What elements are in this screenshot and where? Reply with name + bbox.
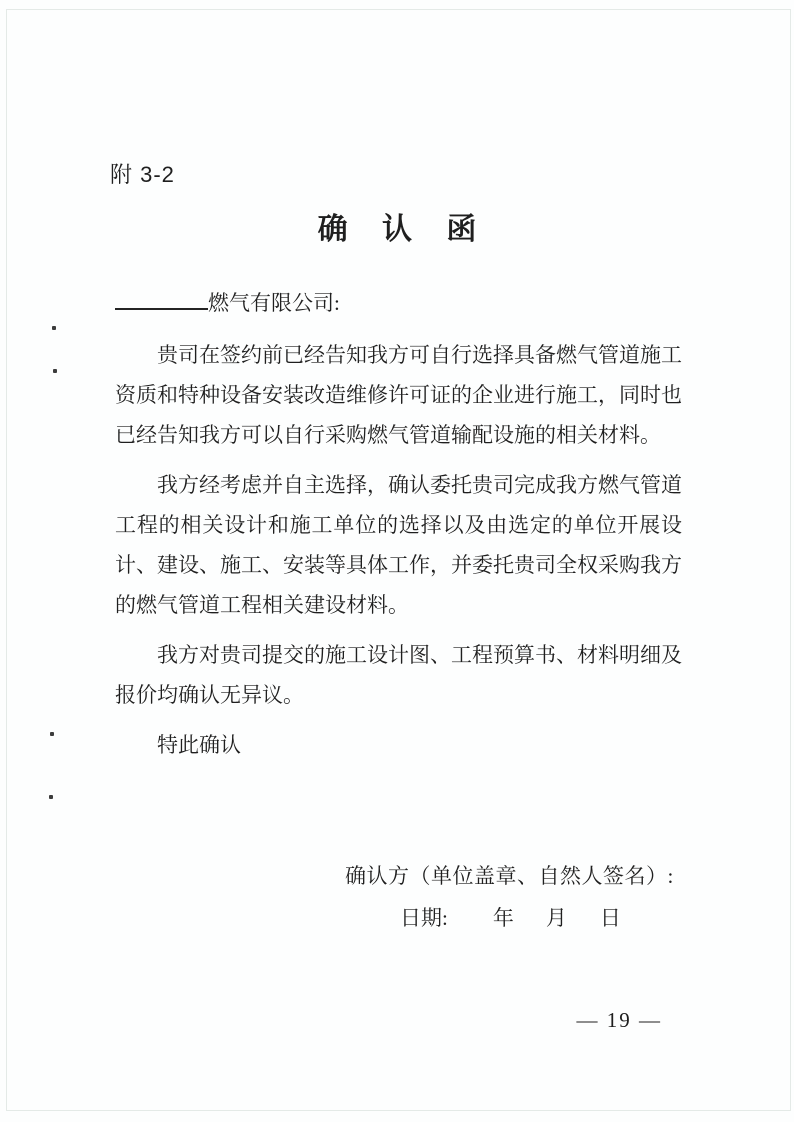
scan-speck <box>49 795 53 799</box>
paragraph-3: 我方对贵司提交的施工设计图、工程预算书、材料明细及报价均确认无异议。 <box>115 643 682 707</box>
paragraph-2: 我方经考虑并自主选择，确认委托贵司完成我方燃气管道工程的相关设计和施工单位的选择以及由选定的单位开展设计、建设、施工、安装等具体工作，并委托贵司全权采购我方的燃气管道工程相关建设材料。 <box>115 473 682 617</box>
document-title: 确 认 函 <box>317 213 490 246</box>
paragraph-closing: 特此确认 <box>157 733 241 757</box>
page-number: — 19 — <box>576 1008 662 1032</box>
paragraph-1: 贵司在签约前已经告知我方可自行选择具备燃气管道施工资质和特种设备安装改造维修许可证的企业进行施工，同时也已经告知我方可以自行采购燃气管道输配设施的相关材料。 <box>115 343 682 447</box>
scan-speck <box>53 369 57 373</box>
attachment-label: 附 3-2 <box>110 162 175 187</box>
scan-speck <box>52 326 56 330</box>
year-label: 年 <box>492 906 514 930</box>
salutation-blank-line <box>115 287 208 310</box>
month-label: 月 <box>545 906 567 930</box>
scan-speck <box>50 732 54 736</box>
date-line <box>345 902 674 934</box>
letter-body <box>115 283 682 775</box>
signature-block <box>345 860 674 934</box>
date-label: 日期: <box>400 906 448 930</box>
salutation-text: 燃气有限公司: <box>208 291 340 315</box>
confirm-party-label: 确认方（单位盖章、自然人签名）: <box>345 864 674 888</box>
salutation-line <box>115 283 682 323</box>
day-label: 日 <box>599 906 621 930</box>
